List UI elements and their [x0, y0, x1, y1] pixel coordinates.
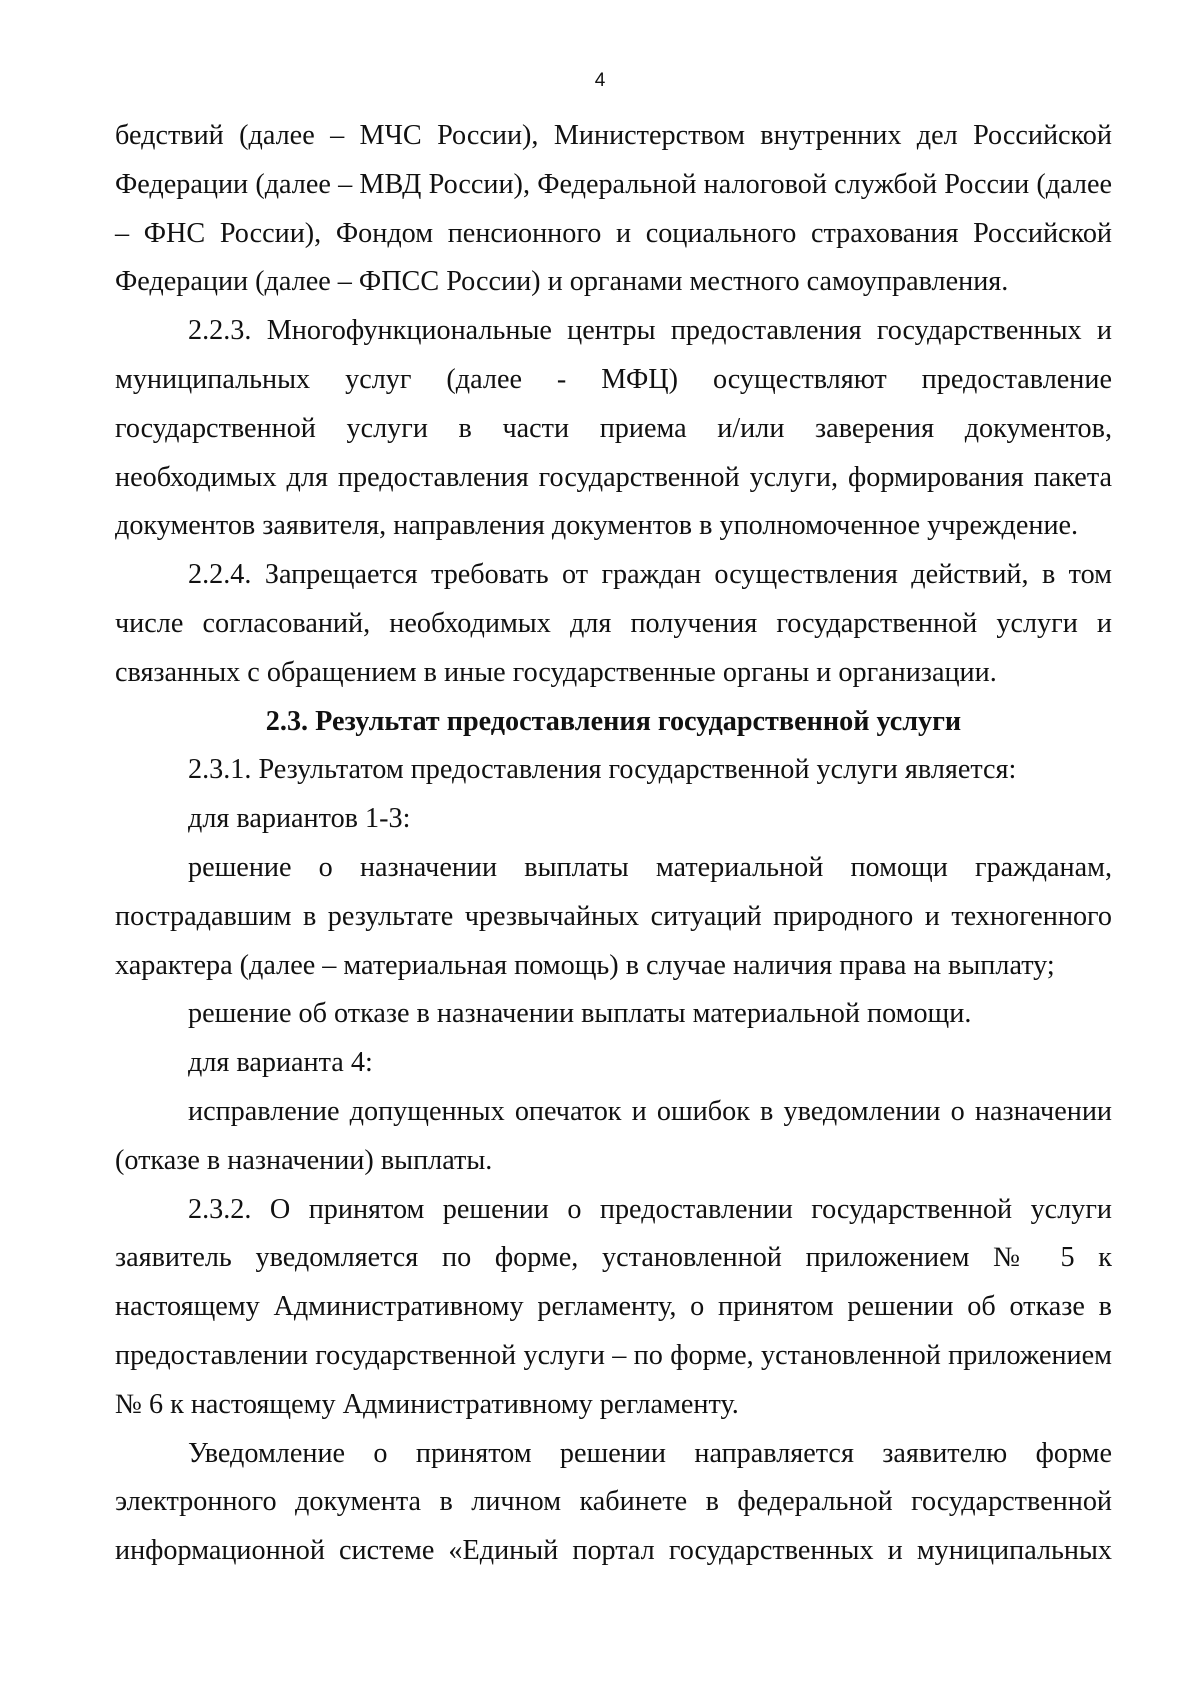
- paragraph-variants-1-3: для вариантов 1-3:: [188, 803, 411, 835]
- paragraph-2-3-2: 2.3.2. О принятом решении о предоставлении государственной услуги заявитель уведомляется по форме, установленной приложением № 5 к настоящему Административному регламенту, о принятом решении об отказе в предоставлении государственной услуги – по форме, установленной приложением № 6 к настоящему Административному регламенту.: [115, 1193, 1112, 1420]
- paragraph-continuation: бедствий (далее – МЧС России), Министерством внутренних дел Российской Федерации (далее – МВД России), Федеральной налоговой службой России (далее – ФНС России), Фондом пенсионного и социального страхования Российской Федерации (далее – ФПСС России) и органами местного самоуправления.: [115, 120, 1112, 298]
- paragraph-decision-refusal: решение об отказе в назначении выплаты материальной помощи.: [188, 998, 972, 1030]
- paragraph-2-2-3: 2.2.3. Многофункциональные центры предоставления государственных и муниципальных услуг (далее - МФЦ) осуществляют предоставление государственной услуги в части приема и/или заверения документов, необходимых для предоставления государственной услуги, формирования пакета документов заявителя, направления документов в уполномоченное учреждение.: [115, 315, 1112, 542]
- paragraph-2-3-1: 2.3.1. Результатом предоставления государственной услуги является:: [188, 754, 1017, 786]
- paragraph-2-2-4: 2.2.4. Запрещается требовать от граждан осуществления действий, в том числе согласований, необходимых для получения государственной услуги и связанных с обращением в иные государственные органы и организации.: [115, 559, 1112, 688]
- section-heading-2-3: 2.3. Результат предоставления государственной услуги: [265, 705, 962, 737]
- paragraph-notification: Уведомление о принятом решении направляется заявителю форме электронного документа в личном кабинете в федеральной государственной информационной системе «Единый портал государственных и муниципальных: [115, 1437, 1112, 1567]
- paragraph-variant-4: для варианта 4:: [188, 1047, 373, 1079]
- paragraph-decision-grant: решение о назначении выплаты материальной помощи гражданам, пострадавшим в результате чрезвычайных ситуаций природного и техногенного характера (далее – материальная помощь) в случае наличия права на выплату;: [115, 851, 1112, 981]
- document-body: [115, 112, 1112, 1576]
- paragraph-corrections: исправление допущенных опечаток и ошибок в уведомлении о назначении (отказе в назначении) выплаты.: [115, 1095, 1112, 1176]
- page-number: 4: [594, 70, 606, 91]
